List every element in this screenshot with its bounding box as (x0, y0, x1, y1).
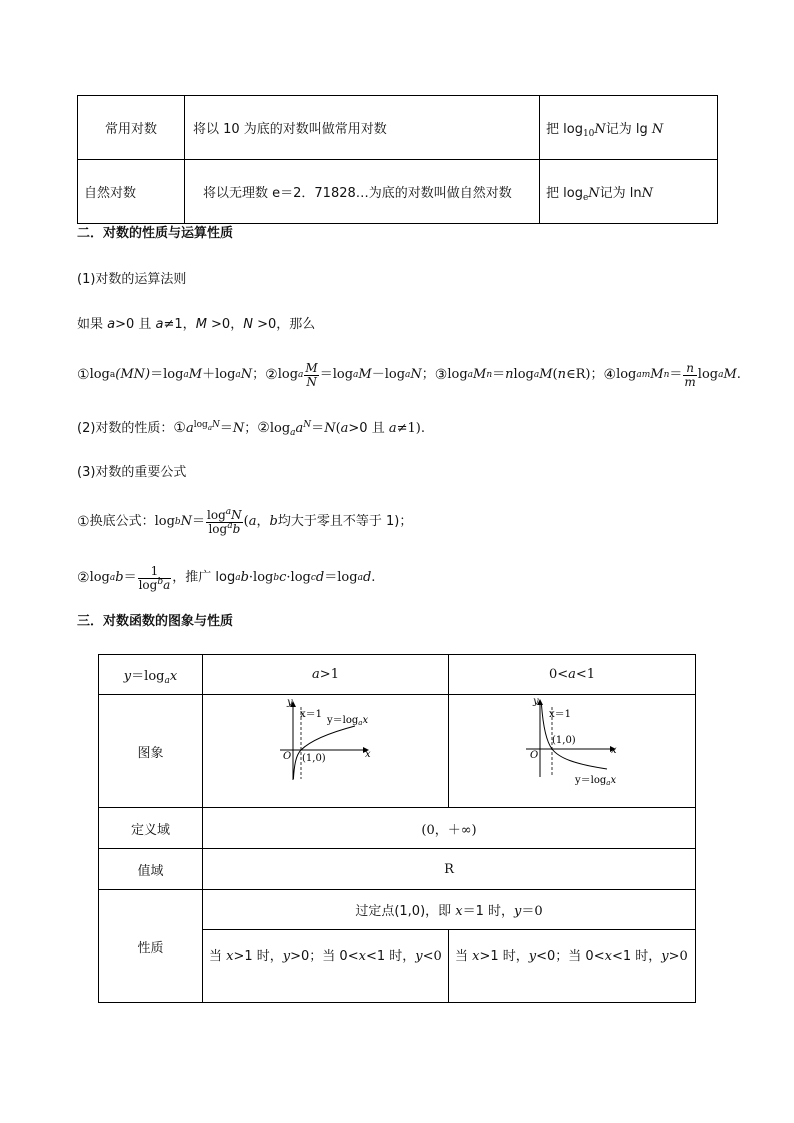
cell-definition: 将以 10 为底的对数叫做常用对数 (185, 96, 540, 160)
change-of-base-formula: ① 换底公式： log b N ＝ $\frac{\log^aN}{\log^ab}$ ( a ， b 均大于零且不等于 1)； (77, 506, 413, 536)
fixed-point: 过定点(1,0)，即 x＝1 时，y＝0 (203, 890, 696, 930)
table-row (99, 849, 696, 890)
operation-rules-line: ① log a (MN) ＝log a M ＋log a N ； ② log a $\frac{M}{N}$ ＝log a M －log a N ； ③ log a M n ＝ n log a M ( n ∈R) ； ④ log am M n ＝ $\frac{n}{m}$ log a M . (77, 360, 741, 389)
row-label-range: 值域 (99, 849, 203, 890)
header-a-gt-1: a>1 (203, 655, 449, 695)
table-row (78, 96, 718, 160)
curve-label: $y=\log_ax$ (575, 775, 617, 787)
y-axis-label: y (533, 696, 539, 707)
logarithm-types-table (77, 95, 718, 224)
graph-a-lt-1 (449, 695, 696, 808)
reciprocal-formula: ② log a b ＝ $\frac{1}{\log^ba}$ ，推广 log a b ·log b c ·log c d ＝log a d . (77, 563, 376, 592)
point-label: (1,0) (552, 735, 576, 746)
point-label: (1,0) (302, 753, 326, 764)
header-a-lt-1: 0<a<1 (449, 655, 696, 695)
table-row (99, 808, 696, 849)
x-axis-label: x (365, 749, 371, 760)
y-axis-label: y (287, 697, 293, 708)
table-row (99, 695, 696, 808)
cell-notation: 把 $\log_eN$记为 lnN (540, 160, 718, 224)
section-heading: 三．对数函数的图象与性质 (77, 614, 234, 629)
origin-label: O (283, 751, 292, 762)
subheading-formulas: (3)对数的重要公式 (77, 465, 187, 480)
log-graph-decreasing (449, 695, 696, 803)
conditions-line: 如果 a>0 且 a≠1，M >0，N >0，那么 (77, 317, 316, 332)
origin-label: O (530, 750, 539, 761)
row-label-domain: 定义域 (99, 808, 203, 849)
props-a-gt-1: 当 x>1 时，y>0；当 0<x<1 时，y<0 (203, 930, 449, 1003)
asymptote-label: x＝1 (300, 709, 323, 720)
table-row (99, 890, 696, 930)
section-heading: 二．对数的性质与运算性质 (77, 226, 234, 241)
cell-name: 常用对数 (78, 96, 185, 160)
x-axis-label: x (611, 745, 617, 756)
cell-notation: 把 $\log_{10}N$记为 lg N (540, 96, 718, 160)
range-value: R (203, 849, 696, 890)
table-row (99, 655, 696, 695)
subheading-rules: (1)对数的运算法则 (77, 272, 187, 287)
asymptote-label: x＝1 (549, 709, 572, 720)
row-label-graph: 图象 (99, 695, 203, 808)
domain-value: (0，＋∞) (203, 808, 696, 849)
cell-definition: 将以无理数 e＝2．71828…为底的对数叫做自然对数 (185, 160, 540, 224)
graph-a-gt-1 (203, 695, 449, 808)
row-label-properties: 性质 (99, 890, 203, 1003)
properties-line: (2)对数的性质：$①a^{log_aN}=N$；$②\log_aa^N=N(a>0$ 且 a≠1). (77, 420, 425, 438)
header-function: $y=\log_ax$ (99, 655, 203, 695)
cell-name: 自然对数 (78, 160, 185, 224)
curve-label: $y=\log_ax$ (327, 715, 369, 727)
table-row (78, 160, 718, 224)
props-a-lt-1: 当 x>1 时，y<0；当 0<x<1 时，y>0 (449, 930, 696, 1003)
log-function-table (98, 654, 696, 1003)
log-graph-increasing (203, 695, 449, 803)
